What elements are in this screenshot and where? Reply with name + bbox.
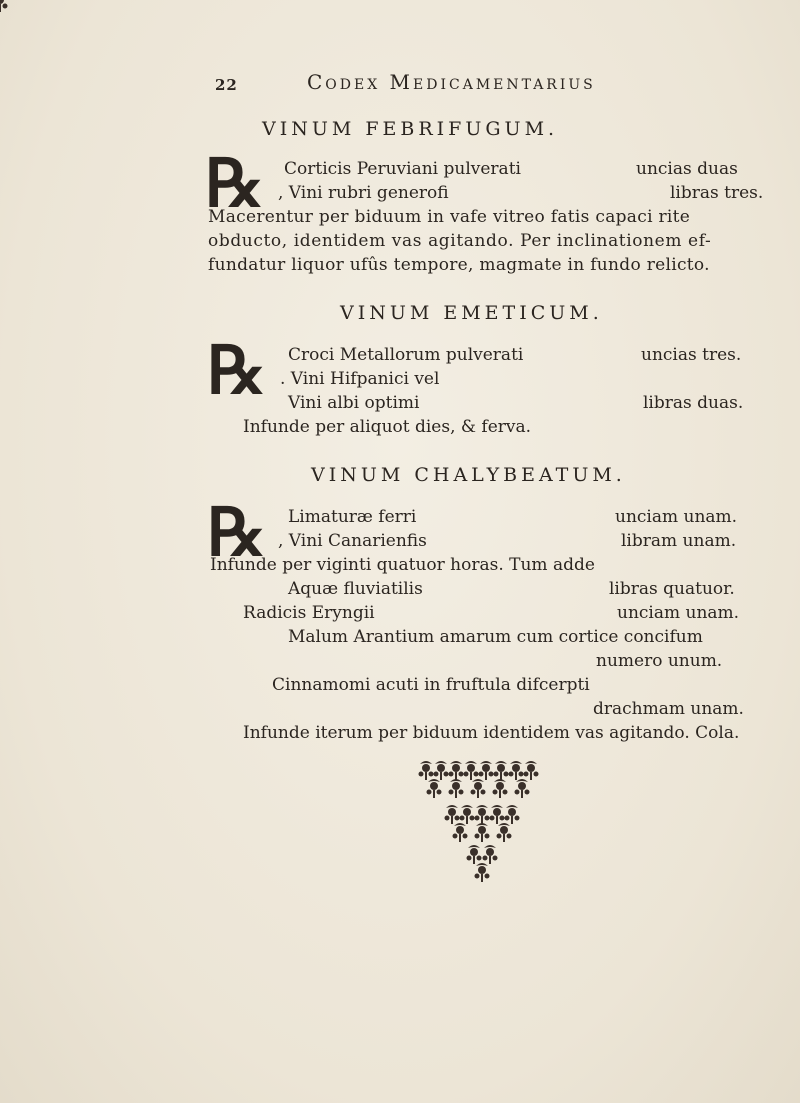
ingredient-amount: libras quatuor. [609, 579, 735, 599]
ingredient-amount: libras tres. [670, 183, 764, 203]
text-line: Infunde per viginti quatuor horas. Tum adde [210, 555, 595, 575]
section-title-emeticum: VINUM EMETICUM. [340, 302, 603, 324]
running-head: Codex Medicamentarius [307, 70, 596, 94]
ingredient-line: Corticis Peruviani pulverati [284, 159, 521, 179]
text-line: obducto, identidem vas agitando. Per inclinationem ef- [208, 231, 712, 251]
ingredient-line: . Vini Hifpanici vel [280, 369, 440, 389]
ingredient-line: , Vini Canarienfis [278, 531, 427, 551]
recipe-symbol: ℞ [205, 144, 265, 222]
ingredient-line: Limaturæ ferri [288, 507, 417, 527]
text-line: Macerentur per biduum in vafe vitreo fatis capaci rite [208, 207, 691, 227]
text-line: Radicis Eryngii [243, 603, 375, 623]
text-line: Infunde per aliquot dies, & ferva. [243, 417, 532, 437]
ingredient-line: , Vini rubri generofi [278, 183, 449, 203]
page-number: 22 [215, 76, 238, 94]
recipe-symbol: ℞ [207, 493, 267, 571]
recipe-symbol: ℞ [207, 331, 267, 409]
ingredient-amount: unciam unam. [615, 507, 738, 527]
text-line: fundatur liquor ufûs tempore, magmate in fundo relicto. [208, 255, 710, 275]
text-line: Aquæ fluviatilis [288, 579, 423, 599]
section-title-febrifugum: VINUM FEBRIFUGUM. [262, 118, 559, 140]
ingredient-amount: uncias tres. [641, 345, 742, 365]
ingredient-amount: uncias duas [636, 159, 738, 179]
ingredient-amount: libras duas. [643, 393, 744, 413]
ingredient-amount: unciam unam. [617, 603, 740, 623]
text-line: drachmam unam. [593, 699, 744, 719]
text-line: Infunde iterum per biduum identidem vas agitando. Cola. [243, 723, 740, 743]
section-title-chalybeatum: VINUM CHALYBEATUM. [311, 464, 626, 486]
text-line: numero unum. [596, 651, 723, 671]
text-line: Cinnamomi acuti in fruftula difcerpti [272, 675, 590, 695]
page-header [215, 70, 675, 100]
ingredient-line: Croci Metallorum pulverati [288, 345, 524, 365]
ingredient-line: Vini albi optimi [288, 393, 420, 413]
ingredient-amount: libram unam. [621, 531, 737, 551]
text-line: Malum Arantium amarum cum cortice concifum [288, 627, 703, 647]
